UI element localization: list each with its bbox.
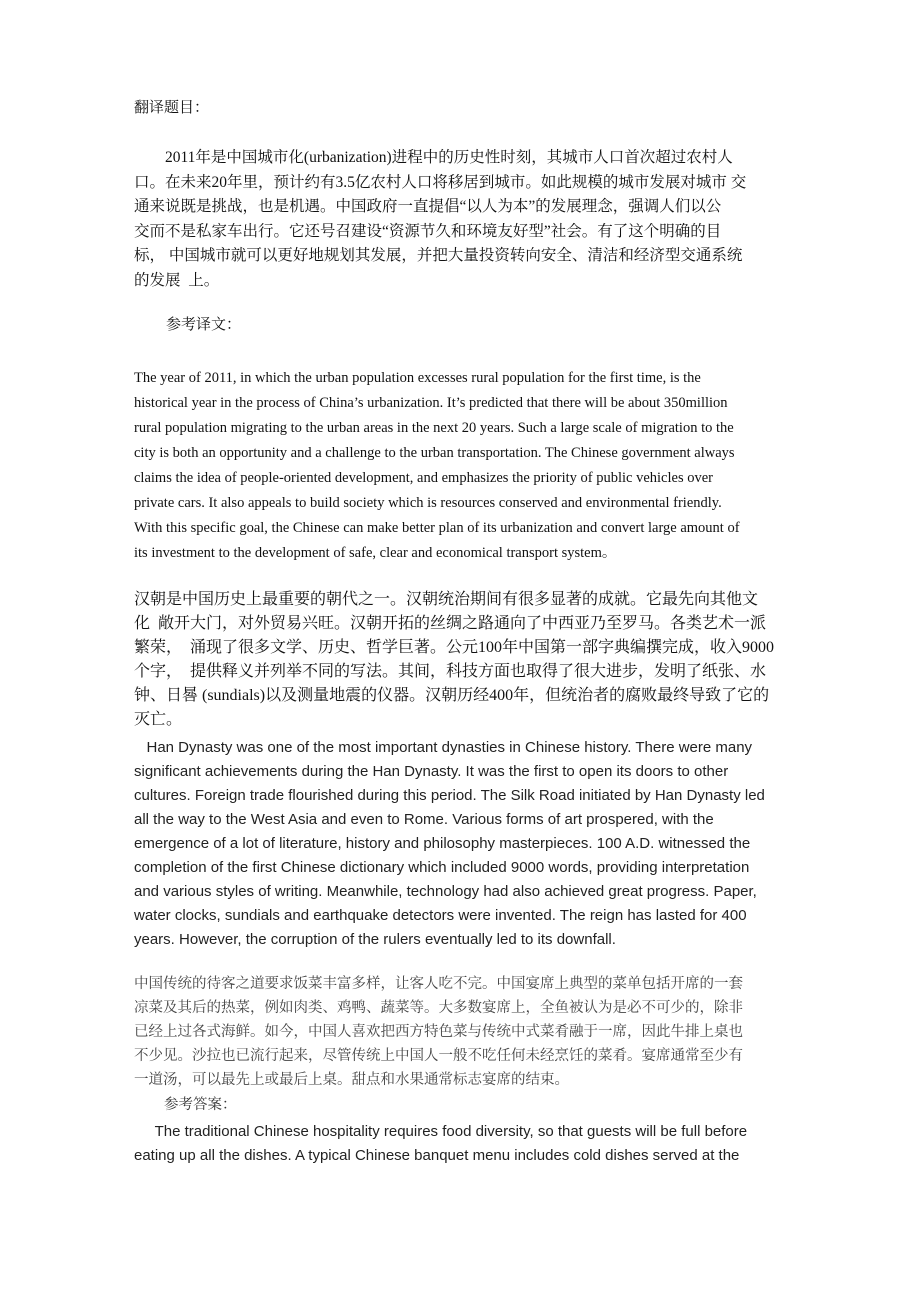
text-line: years. However, the corruption of the rulers eventually led to its downfall.	[134, 931, 616, 948]
text-line: claims the idea of people-oriented development, and emphasizes the priority of public vehicles over	[134, 470, 713, 486]
text-line: all the way to the West Asia and even to Rome. Various forms of art prospered, with the	[134, 811, 714, 828]
text-line: With this specific goal, the Chinese can make better plan of its urbanization and convert large amount of	[134, 520, 740, 536]
text-line: 一道汤，可以最先上或最后上桌。甜点和水果通常标志宴席的结束。	[134, 1072, 569, 1088]
text-line: 不少见。沙拉也已流行起来，尽管传统上中国人一般不吃任何未经烹饪的菜肴。宴席通常至少有	[134, 1048, 743, 1064]
text-line: water clocks, sundials and earthquake detectors were invented. The reign has lasted for 400	[134, 907, 747, 924]
heading-text: 翻译题目：	[134, 100, 210, 116]
passage1-english	[134, 366, 804, 566]
text-line: eating up all the dishes. A typical Chinese banquet menu includes cold dishes served at the	[134, 1147, 740, 1164]
text-line: 通来说既是挑战，也是机遇。中国政府一直提倡“以人为本”的发展理念，强调人们以公	[134, 198, 722, 216]
text-line: its investment to the development of safe, clear and economical transport system。	[134, 545, 617, 561]
text-line: 的发展 上。	[134, 271, 220, 289]
text-line: 标， 中国城市就可以更好地规划其发展，并把大量投资转向安全、清洁和经济型交通系统	[134, 247, 743, 265]
text-line: 化 敞开大门，对外贸易兴旺。汉朝开拓的丝绸之路通向了中西亚乃至罗马。各类艺术一派	[134, 615, 767, 632]
text-line: The traditional Chinese hospitality requires food diversity, so that guests will be full before	[134, 1123, 748, 1140]
passage2-english	[134, 736, 804, 952]
answer-label	[164, 1095, 834, 1115]
text-line: and various styles of writing. Meanwhile, technology had also achieved great progress. Paper,	[134, 883, 757, 900]
text-line: city is both an opportunity and a challenge to the urban transportation. The Chinese government always	[134, 445, 735, 461]
text-line: 汉朝是中国历史上最重要的朝代之一。汉朝统治期间有很多显著的成就。它最先向其他文	[134, 591, 759, 608]
text-line: significant achievements during the Han Dynasty. It was the first to open its doors to other	[134, 763, 729, 780]
text-line: rural population migrating to the urban areas in the next 20 years. Such a large scale of migration to the	[134, 420, 734, 436]
passage3-chinese	[134, 972, 804, 1092]
text-line: Han Dynasty was one of the most important dynasties in Chinese history. There were many	[134, 739, 753, 756]
text-line: 灭亡。	[134, 711, 183, 728]
passage2-chinese	[134, 588, 804, 732]
reference-label	[166, 315, 836, 335]
text-line: 已经上过各式海鲜。如今，中国人喜欢把西方特色菜与传统中式菜肴融于一席，因此牛排上桌也	[134, 1024, 743, 1040]
reference-label-text: 参考译文：	[166, 317, 242, 333]
page-heading	[134, 98, 804, 118]
text-line: 口。在未来20年里，预计约有3.5亿农村人口将移居到城市。如此规模的城市发展对城市 交	[134, 173, 747, 191]
text-line: 繁荣， 涌现了很多文学、历史、哲学巨著。公元100年中国第一部字典编撰完成，收入9000	[134, 639, 775, 656]
passage3-english	[134, 1120, 804, 1168]
text-line: emergence of a lot of literature, history and philosophy masterpieces. 100 A.D. witnessed the	[134, 835, 751, 852]
text-line: 钟、日晷 (sundials)以及测量地震的仪器。汉朝历经400年，但统治者的腐败最终导致了它的	[134, 687, 770, 704]
text-line: 2011年是中国城市化(urbanization)进程中的历史性时刻，其城市人口首次超过农村人	[134, 149, 733, 166]
text-line: 中国传统的待客之道要求饭菜丰富多样，让客人吃不完。中国宴席上典型的菜单包括开席的一套	[134, 976, 743, 992]
passage1-chinese	[134, 146, 804, 294]
text-line: private cars. It also appeals to build society which is resources conserved and environmental friendly.	[134, 495, 722, 511]
text-line: historical year in the process of China’s urbanization. It’s predicted that there will be about 350million	[134, 395, 728, 411]
text-line: 凉菜及其后的热菜，例如肉类、鸡鸭、蔬菜等。大多数宴席上，全鱼被认为是必不可少的，除非	[134, 1000, 743, 1016]
text-line: The year of 2011, in which the urban population excesses rural population for the first time, is the	[134, 370, 701, 386]
text-line: 交而不是私家车出行。它还号召建设“资源节久和环境友好型”社会。有了这个明确的目	[134, 222, 722, 240]
text-line: 个字， 提供释义并列举不同的写法。其间，科技方面也取得了很大进步，发明了纸张、水	[134, 663, 767, 680]
text-line: cultures. Foreign trade flourished during this period. The Silk Road initiated by Han Dynasty led	[134, 787, 765, 804]
text-line: completion of the first Chinese dictionary which included 9000 words, providing interpretation	[134, 859, 750, 876]
answer-label-text: 参考答案：	[164, 1097, 237, 1113]
